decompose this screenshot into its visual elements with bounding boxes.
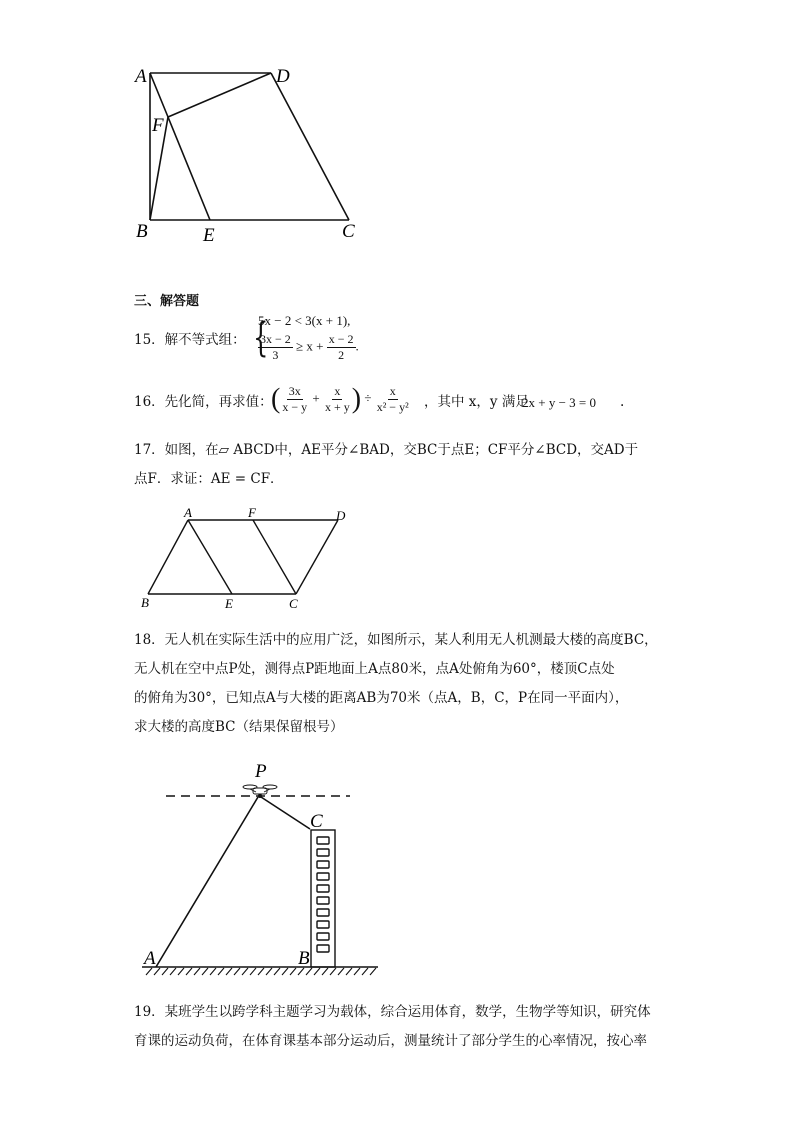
label-F: F <box>152 115 164 136</box>
q18-line3: 的俯角为30°，已知点A与大楼的距离AB为70米（点A，B，C，P在同一平面内）， <box>134 690 629 706</box>
q15-frac2-den: 2 <box>338 348 345 362</box>
q17-line2: 点F．求证：AE = CF． <box>134 471 284 487</box>
q15-line1: 5x − 2 < 3(x + 1), <box>258 313 351 328</box>
label-B: B <box>141 595 149 610</box>
segment-AE <box>188 520 232 594</box>
q19-line2: 育课的运动负荷，在体育课基本部分运动后，测量统计了部分学生的心率情况，按心率 <box>134 1033 647 1049</box>
q17-line1: 17．如图，在▱ ABCD中，AE平分∠BAD，交BC于点E；CF平分∠BCD，交AD于 <box>134 442 639 458</box>
label-E: E <box>203 225 215 246</box>
segment-AF <box>150 73 168 117</box>
segment-FE <box>168 117 210 220</box>
q15-brace: { <box>253 315 269 361</box>
question-15 <box>134 310 674 370</box>
q16-f3-num: x <box>389 384 396 398</box>
segment-DC <box>271 73 349 220</box>
q15-frac2-num: x − 2 <box>328 332 354 346</box>
segment-PA <box>156 797 258 967</box>
q16-expression: ( $\frac{3x}{x - y}$ + $\frac{x}{x + y}$ ) ÷ $\frac{x}{\text{x² − y²}}$ <box>271 383 409 415</box>
q15-end: . <box>355 338 359 354</box>
q16-f1-den: x − y <box>282 400 308 414</box>
q16-plus: + <box>312 390 320 406</box>
segment-AB <box>148 520 188 594</box>
label-C: C <box>289 596 298 611</box>
label-D: D <box>336 508 346 523</box>
q16-prefix: 16．先化简，再求值： <box>134 394 273 410</box>
ground-hatch <box>146 968 376 975</box>
q16-f3-den: x² − y² <box>376 400 409 414</box>
q18-line2: 无人机在空中点P处，测得点P距地面上A点80米，点A处俯角为60°，楼顶C点处 <box>134 661 615 677</box>
segment-FD <box>168 73 271 117</box>
figure-drone-building <box>138 755 388 980</box>
figure-quadrilateral <box>130 60 370 250</box>
q15-prefix: 15．解不等式组： <box>134 332 246 348</box>
label-C: C <box>310 811 323 832</box>
figure-parallelogram <box>138 504 358 614</box>
section-title: 三、解答题 <box>134 294 200 309</box>
label-A: A <box>184 505 192 520</box>
q15-frac1-den: 3 <box>272 348 279 362</box>
q15-line2 <box>258 332 359 363</box>
label-A: A <box>135 66 147 87</box>
label-A: A <box>144 948 156 969</box>
question-19 <box>134 998 674 1056</box>
segment-DC <box>296 520 338 594</box>
q16-end: . <box>620 394 625 410</box>
q16-div: ÷ <box>364 390 372 406</box>
label-D: D <box>276 66 290 87</box>
question-17 <box>134 436 674 494</box>
q15-frac1-num: 3x − 2 <box>260 332 291 346</box>
q18-line4: 求大楼的高度BC（结果保留根号） <box>134 719 344 735</box>
label-F: F <box>248 505 256 520</box>
q16-suffix: ，其中 x，y 满足 <box>424 394 529 410</box>
label-P: P <box>255 761 267 782</box>
segment-PC <box>261 797 310 829</box>
q18-line1: 18．无人机在实际生活中的应用广泛，如图所示，某人利用无人机测最大楼的高度BC， <box>134 632 658 648</box>
q16-condition: 2x + y − 3 = 0 <box>522 395 596 410</box>
question-18 <box>134 626 674 742</box>
drone-icon <box>243 785 277 794</box>
q15-mid: ≥ x + <box>296 338 324 354</box>
q16-f2-den: x + y <box>324 400 350 414</box>
q16-f2-num: x <box>334 384 341 398</box>
segment-FC <box>253 520 296 594</box>
label-B: B <box>136 221 148 242</box>
building <box>311 830 335 967</box>
question-16 <box>134 384 694 424</box>
q19-line1: 19．某班学生以跨学科主题学习为载体，综合运用体育，数学，生物学等知识，研究体 <box>134 1004 651 1020</box>
label-B: B <box>298 948 310 969</box>
label-E: E <box>225 596 233 611</box>
q16-f1-num: 3x <box>288 384 301 398</box>
label-C: C <box>342 221 355 242</box>
